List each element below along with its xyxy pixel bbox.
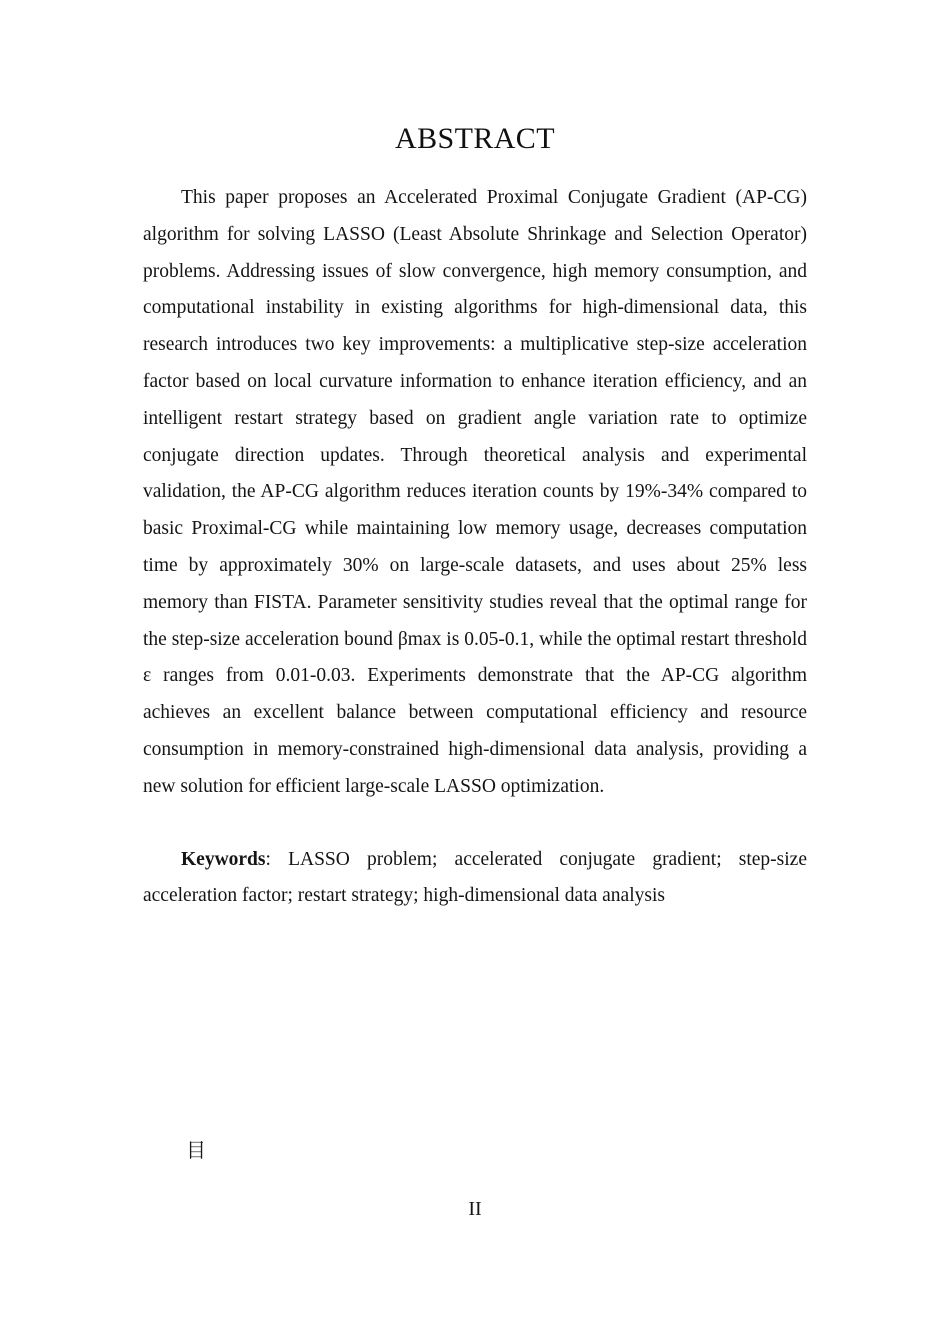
paragraph-spacer [143,806,807,842]
stray-cjk-mark: 目 [186,1138,206,1162]
page-title: ABSTRACT [395,122,555,155]
page-number: II [468,1198,482,1220]
keywords-paragraph [143,842,807,916]
keywords-label: Keywords [181,848,266,870]
keywords-list: LASSO problem; accelerated conjugate gradient; step-size acceleration factor; restart strategy; high-dimensional data analysis [143,848,807,907]
abstract-body [143,180,807,915]
abstract-paragraph: This paper proposes an Accelerated Proximal Conjugate Gradient (AP-CG) algorithm for solving LASSO (Least Absolute Shrinkage and Selection Operator) problems. Addressing issues of slow convergence, high memory consumption, and computational instability in existing algorithms for high-dimensional data, this research introduces two key improvements: a multiplicative step-size acceleration factor based on local curvature information to enhance iteration efficiency, and an intelligent restart strategy based on gradient angle variation rate to optimize conjugate direction updates. Through theoretical analysis and experimental validation, the AP-CG algorithm reduces iteration counts by 19%-34% compared to basic Proximal-CG while maintaining low memory usage, decreases computation time by approximately 30% on large-scale datasets, and uses about 25% less memory than FISTA. Parameter sensitivity studies reveal that the optimal range for the step-size acceleration bound βmax is 0.05-0.1, while the optimal restart threshold ε ranges from 0.01-0.03. Experiments demonstrate that the AP-CG algorithm achieves an excellent balance between computational efficiency and resource consumption in memory-constrained high-dimensional data analysis, providing a new solution for efficient large-scale LASSO optimization. [143,187,807,797]
keywords-separator: : [265,848,289,870]
